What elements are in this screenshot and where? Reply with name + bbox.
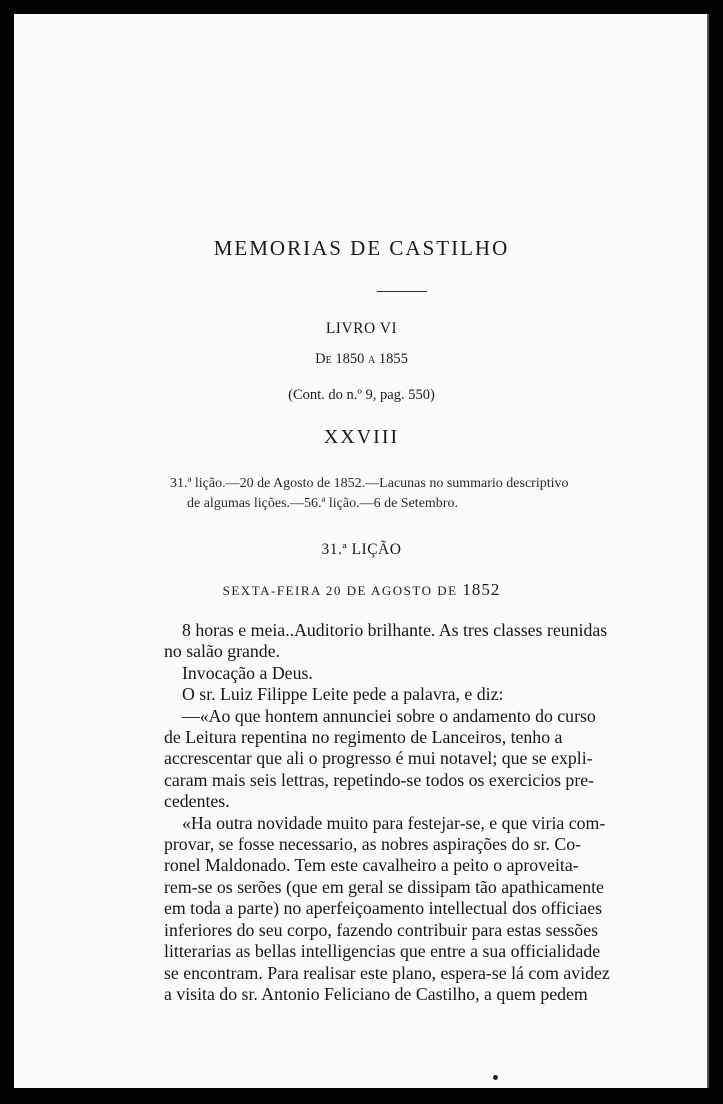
ink-speck [493,1075,498,1080]
body-line: ronel Maldonado. Tem este cavalheiro a peito o aproveita- [164,855,579,876]
body-line: rem-se os serões (que em geral se dissipam tão apathicamente [164,876,604,897]
chapter-number: XXVIII [323,426,400,448]
summary-line: 31.ª lição.—20 de Agosto de 1852.—Lacunas no summario descriptivo [170,476,569,491]
lesson-title: 31.ª LIÇÃO [321,541,402,558]
date-end: 1855 [378,351,408,367]
lesson-date [0,580,723,600]
body-line: no salão grande. [164,641,281,662]
body-text [164,620,639,1005]
body-line: cedentes. [164,791,230,812]
title-rule [377,291,427,292]
body-line: 8 horas e meia..Auditorio brilhante. As tres classes reunidas [182,620,608,640]
date-start: 1850 [335,351,365,367]
body-line: —«Ao que hontem annunciei sobre o andamento do curso [182,705,596,726]
date-prefix: De [315,351,332,367]
body-line: accrescentar que ali o progresso é mui notavel; que se expli- [164,748,593,769]
body-line: caram mais seis lettras, repetindo-se todos os exercicios pre- [164,769,595,790]
body-line: O sr. Luiz Filippe Leite pede a palavra, e diz: [182,684,504,705]
lesson-date-year: 1852 [462,580,501,599]
body-line: a visita do sr. Antonio Feliciano de Castilho, a quem pedem [164,983,588,1004]
summary-line: de algumas lições.—56.ª lição.—6 de Setembro. [187,496,458,511]
body-line: inferiores do seu corpo, fazendo contribuir para estas sessões [164,919,599,940]
body-line: de Leitura repentina no regimento de Lanceiros, tenho a [164,727,563,748]
body-line: em toda a parte) no aperfeiçoamento intellectual dos officiaes [164,898,603,919]
body-line: Invocação a Deus. [182,662,313,683]
date-range [0,351,723,368]
body-line: se encontram. Para realisar este plano, espera-se lá com avidez [164,962,610,983]
continuation-note: (Cont. do n.º 9, pag. 550) [288,387,435,403]
book-heading: LIVRO VI [325,320,398,337]
chapter-summary [170,474,642,514]
body-line: «Ha outra novidade muito para festejar-se, e que viria com- [182,812,606,833]
body-line: litterarias as bellas intelligencias que entre a sua officialidade [164,941,601,962]
work-title: MEMORIAS DE CASTILHO [213,236,510,260]
lesson-date-text: SEXTA-FEIRA 20 DE AGOSTO DE [222,583,458,598]
date-mid: a [367,351,376,367]
body-line: provar, se fosse necessario, as nobres aspirações do sr. Co- [164,834,582,855]
